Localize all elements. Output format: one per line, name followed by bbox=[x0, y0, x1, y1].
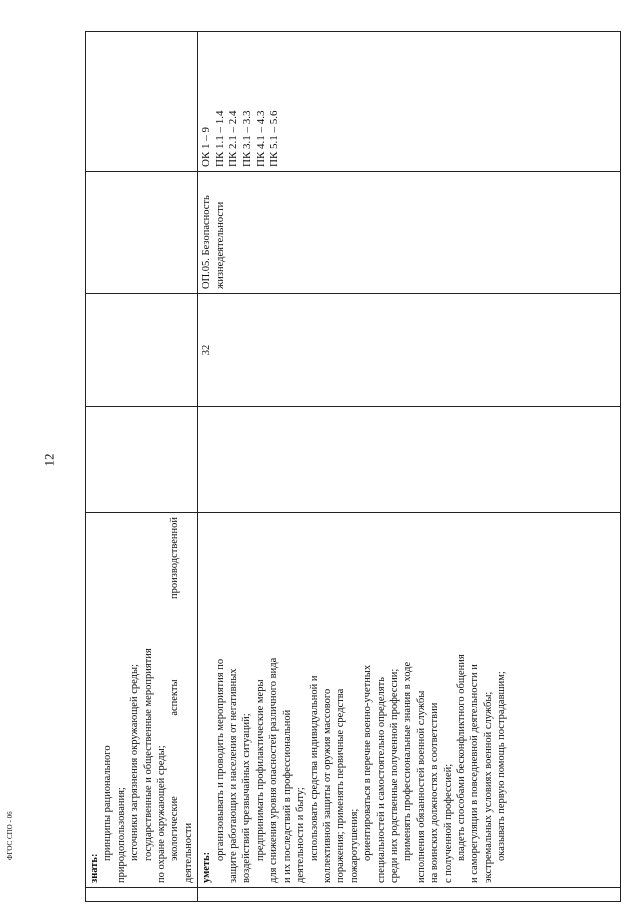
table-cell bbox=[86, 294, 198, 407]
skill-line: организовывать и проводить мероприятия по bbox=[214, 658, 226, 861]
competency-code: ОК 1 – 9 bbox=[200, 126, 213, 167]
table-cell-index bbox=[86, 888, 198, 902]
know-label: знать: bbox=[89, 853, 100, 883]
skill-line: на воинских должностях в соответствии bbox=[429, 702, 441, 883]
table-cell bbox=[86, 407, 198, 513]
skill-line: использовать средства индивидуальной и bbox=[308, 675, 320, 861]
skill-line: ориентироваться в перечне военно-учетных bbox=[362, 664, 374, 861]
skill-line: оказывать первую помощь пострадавшим; bbox=[496, 671, 508, 861]
rotated-page-content bbox=[85, 32, 609, 902]
skill-line: владеть способами бесконфликтного общения bbox=[455, 654, 467, 861]
competency-code: ПК 5.1 – 5.6 bbox=[268, 110, 281, 167]
know-line: источники загрязнения окружающей среды; bbox=[129, 664, 141, 861]
skill-line: деятельности и быту; bbox=[295, 787, 307, 883]
table-cell bbox=[86, 32, 198, 172]
know-line: природопользования; bbox=[115, 787, 127, 883]
know-line: принципы рационального bbox=[102, 745, 114, 861]
table-cell bbox=[86, 172, 198, 294]
know-word: производственной bbox=[169, 517, 181, 599]
discipline-cell: ОП.05. Безопасность жизнедеятельности bbox=[198, 172, 621, 294]
table-cell bbox=[198, 407, 621, 513]
skill-line: специальностей и самостоятельно определять bbox=[375, 677, 387, 883]
skills-cell bbox=[198, 513, 621, 888]
competencies-cell bbox=[198, 32, 621, 172]
know-word: экологические bbox=[169, 796, 181, 861]
skill-line: защите работающих и населения от негативных bbox=[228, 668, 240, 883]
skill-line: предпринимать профилактические меры bbox=[254, 679, 266, 861]
competency-code: ПК 4.1 – 4.3 bbox=[254, 110, 267, 167]
skill-line: с полученной профессией; bbox=[442, 763, 454, 883]
curriculum-table bbox=[85, 31, 621, 902]
skill-line: и саморегуляции в повседневной деятельности и bbox=[469, 664, 481, 883]
skill-line: и их последствий в профессиональной bbox=[281, 709, 293, 883]
skill-line: экстремальных условиях военной службы; bbox=[482, 691, 494, 883]
table-row bbox=[86, 32, 198, 902]
skill-line: применять профессиональные знания в ходе bbox=[402, 661, 414, 861]
skill-line: исполнения обязанностей военной службы bbox=[415, 690, 427, 883]
knowledge-cell bbox=[86, 513, 198, 888]
competency-code: ПК 1.1 – 1.4 bbox=[213, 110, 226, 167]
skill-line: поражения; применять первичные средства bbox=[335, 688, 347, 883]
know-line: государственные и общественные мероприятия bbox=[142, 648, 154, 861]
competency-code: ПК 2.1 – 2.4 bbox=[227, 110, 240, 167]
footer-code: ФГОС СПО - 06 bbox=[6, 811, 14, 860]
skill-label: уметь: bbox=[201, 851, 213, 883]
table-cell-index bbox=[198, 888, 621, 902]
table-row bbox=[198, 32, 621, 902]
competency-code: ПК 3.1 – 3.3 bbox=[241, 110, 254, 167]
know-line: деятельности bbox=[182, 822, 194, 883]
skill-line: пожаротушения; bbox=[348, 808, 360, 883]
skill-line: коллективной защиты от оружия массового bbox=[321, 688, 333, 883]
know-line: по охране окружающей среды; bbox=[156, 745, 168, 883]
page-number: 12 bbox=[41, 453, 57, 467]
hours-cell: 32 bbox=[198, 294, 621, 407]
skill-line: среди них родственные полученной профессии; bbox=[388, 668, 400, 883]
skill-line: для снижения уровня опасностей различного вида bbox=[268, 657, 280, 883]
know-word: аспекты bbox=[169, 679, 181, 716]
skill-line: воздействий чрезвычайных ситуаций; bbox=[241, 713, 253, 883]
